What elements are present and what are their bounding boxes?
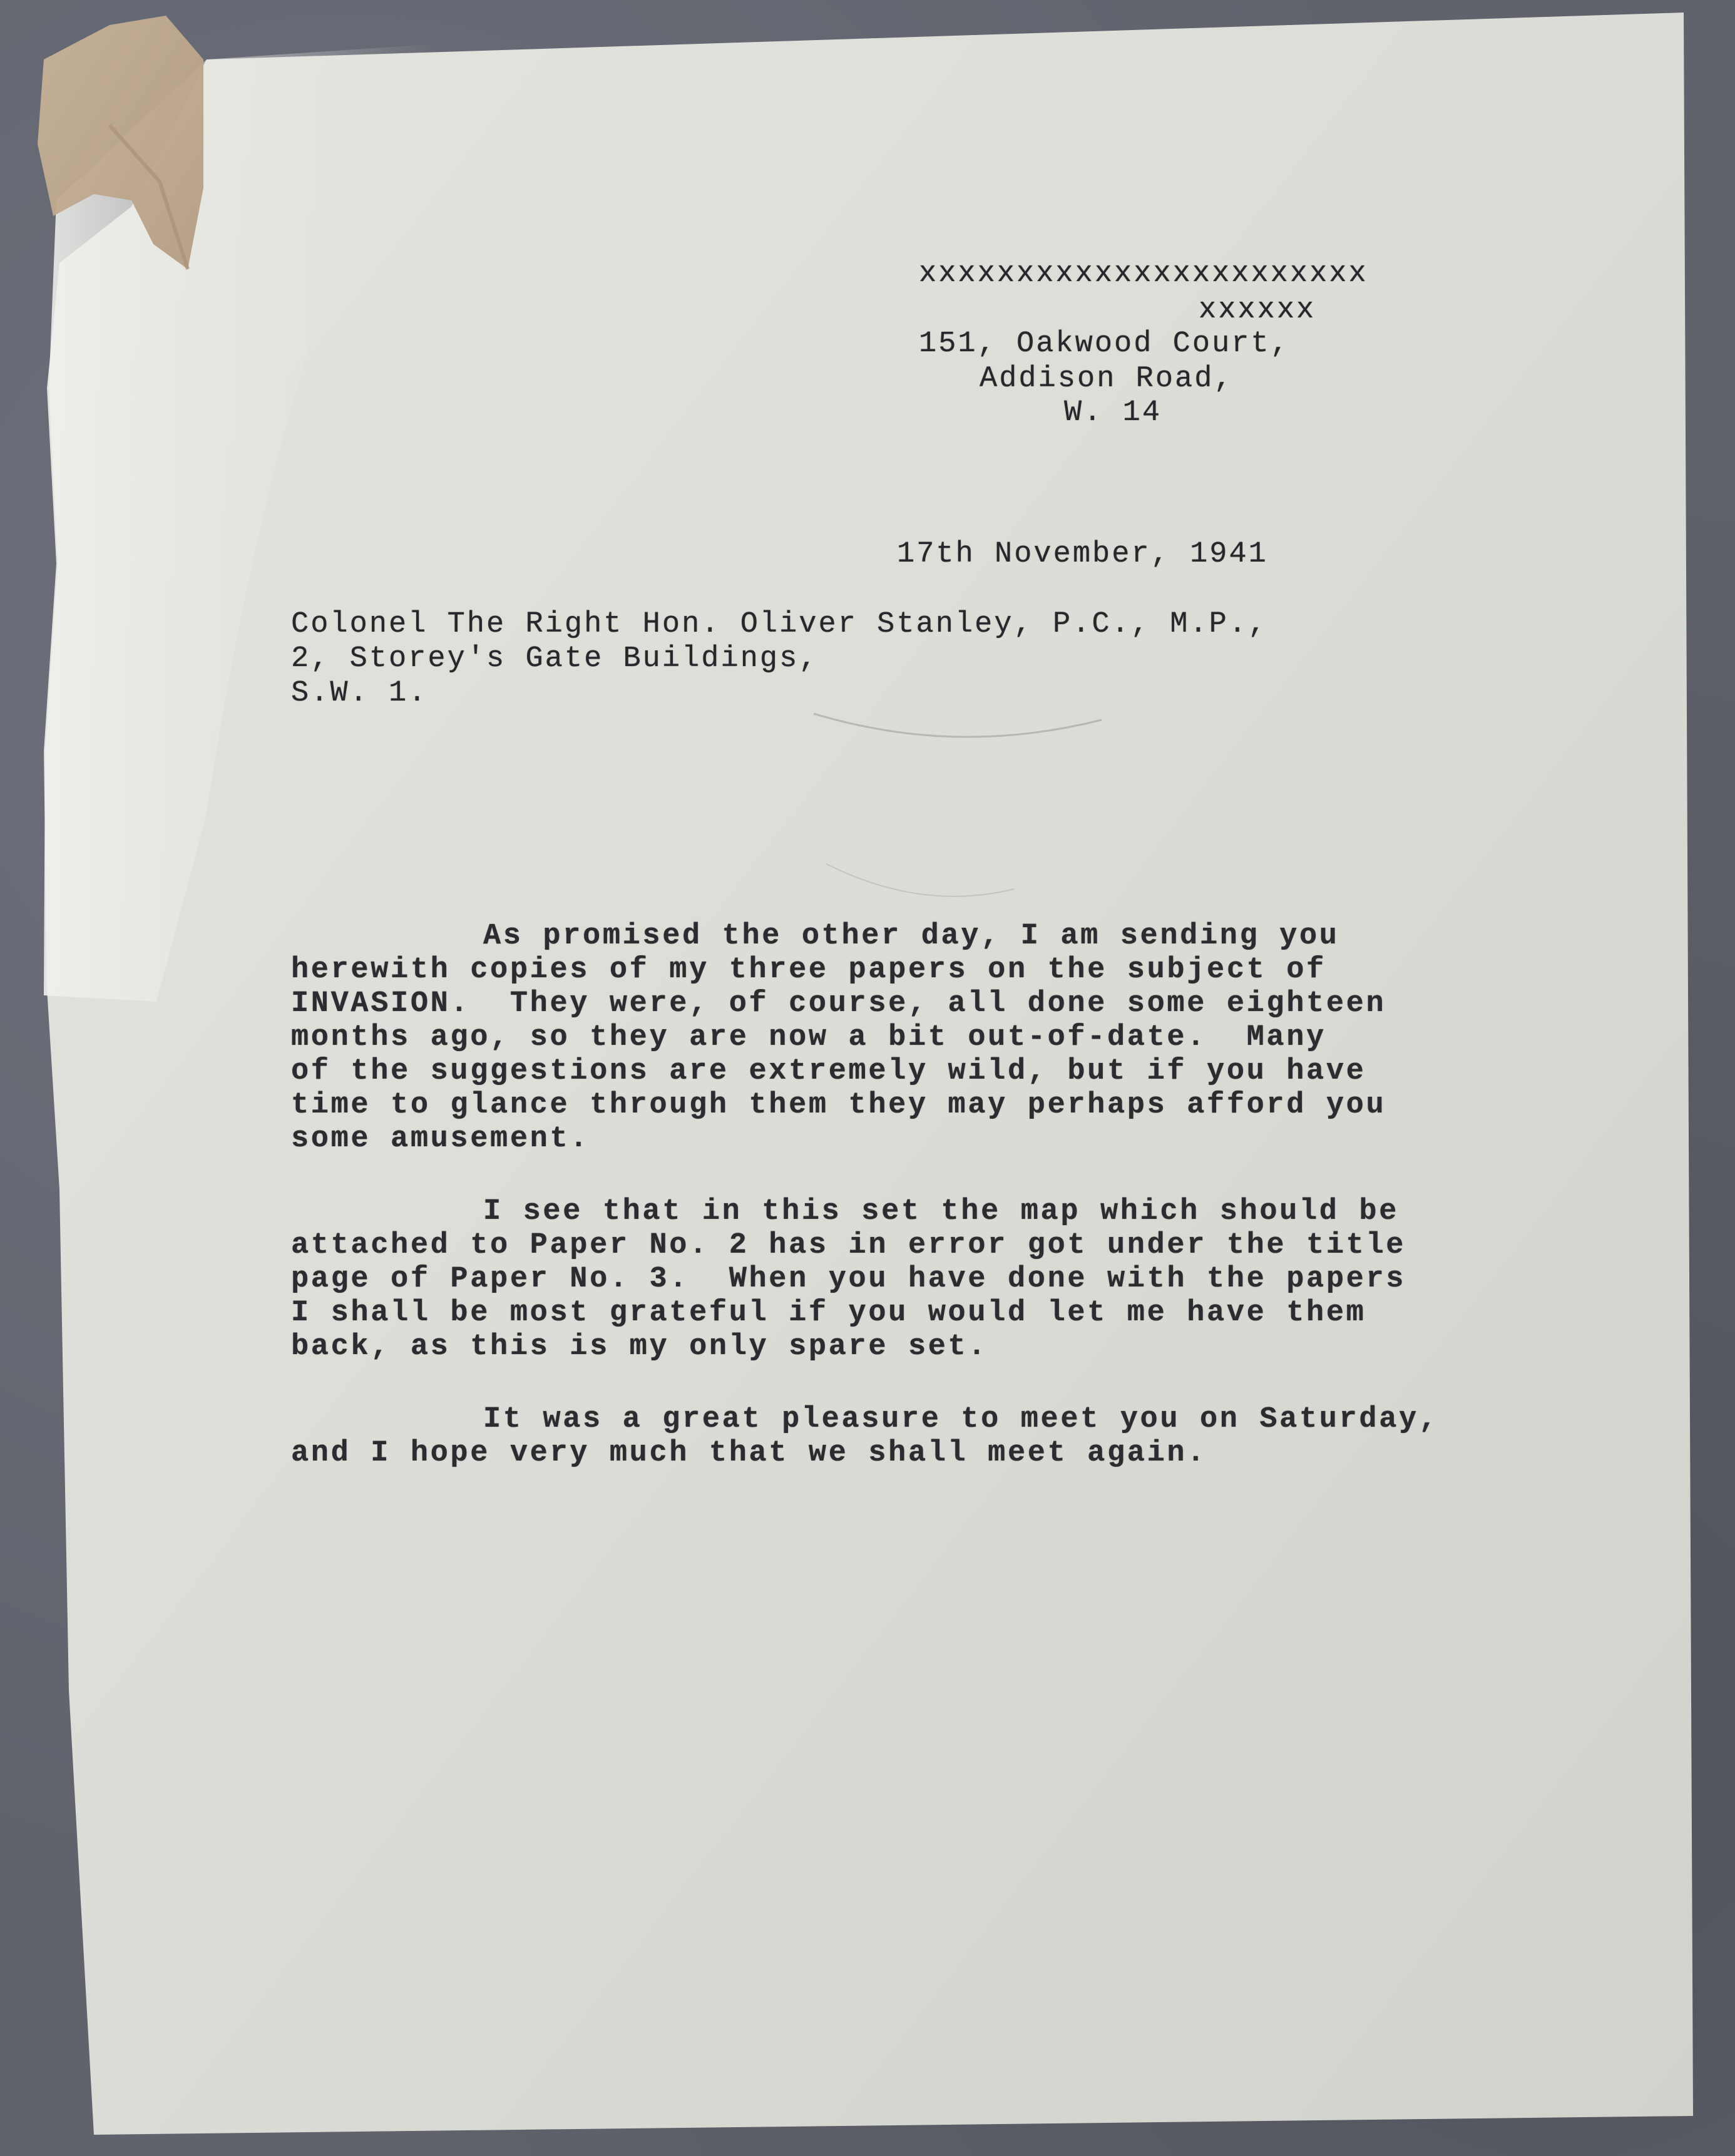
recipient-line-1: Colonel The Right Hon. Oliver Stanley, P.C., M.P., [291,608,1268,641]
paragraph-2-line: attached to Paper No. 2 has in error got under the title [291,1229,1406,1262]
paragraph-1-line: months ago, so they are now a bit out-of-date. Many [291,1021,1326,1054]
paragraph-2-line: I see that in this set the map which should be [483,1195,1400,1228]
address-line-2: Addison Road, [980,362,1234,396]
struck-letterhead-line-2: xxxxxx [1199,294,1316,327]
paragraph-1-line: As promised the other day, I am sending you [483,920,1339,953]
struck-letterhead-line-1: xxxxxxxxxxxxxxxxxxxxxxx [919,257,1368,290]
paragraph-3-line: and I hope very much that we shall meet again. [291,1437,1207,1470]
paragraph-1-line: of the suggestions are extremely wild, but if you have [291,1055,1366,1088]
recipient-line-3: S.W. 1. [291,677,428,710]
recipient-line-2: 2, Storey's Gate Buildings, [291,642,819,675]
paragraph-1-line: herewith copies of my three papers on the subject of [291,953,1326,987]
paragraph-1-line: time to glance through them they may perhaps afford you [291,1089,1386,1122]
paragraph-1-line: INVASION. They were, of course, all done some eighteen [291,987,1386,1020]
letter-date: 17th November, 1941 [897,538,1268,571]
paragraph-3-line: It was a great pleasure to meet you on Saturday, [483,1403,1439,1436]
address-line-3: W. 14 [1064,396,1162,429]
paragraph-2-line: page of Paper No. 3. When you have done with the papers [291,1263,1406,1296]
paragraph-1-line: some amusement. [291,1122,590,1156]
paragraph-2-line: back, as this is my only spare set. [291,1330,988,1363]
address-line-1: 151, Oakwood Court, [919,327,1290,361]
paragraph-2-line: I shall be most grateful if you would let me have them [291,1296,1366,1330]
